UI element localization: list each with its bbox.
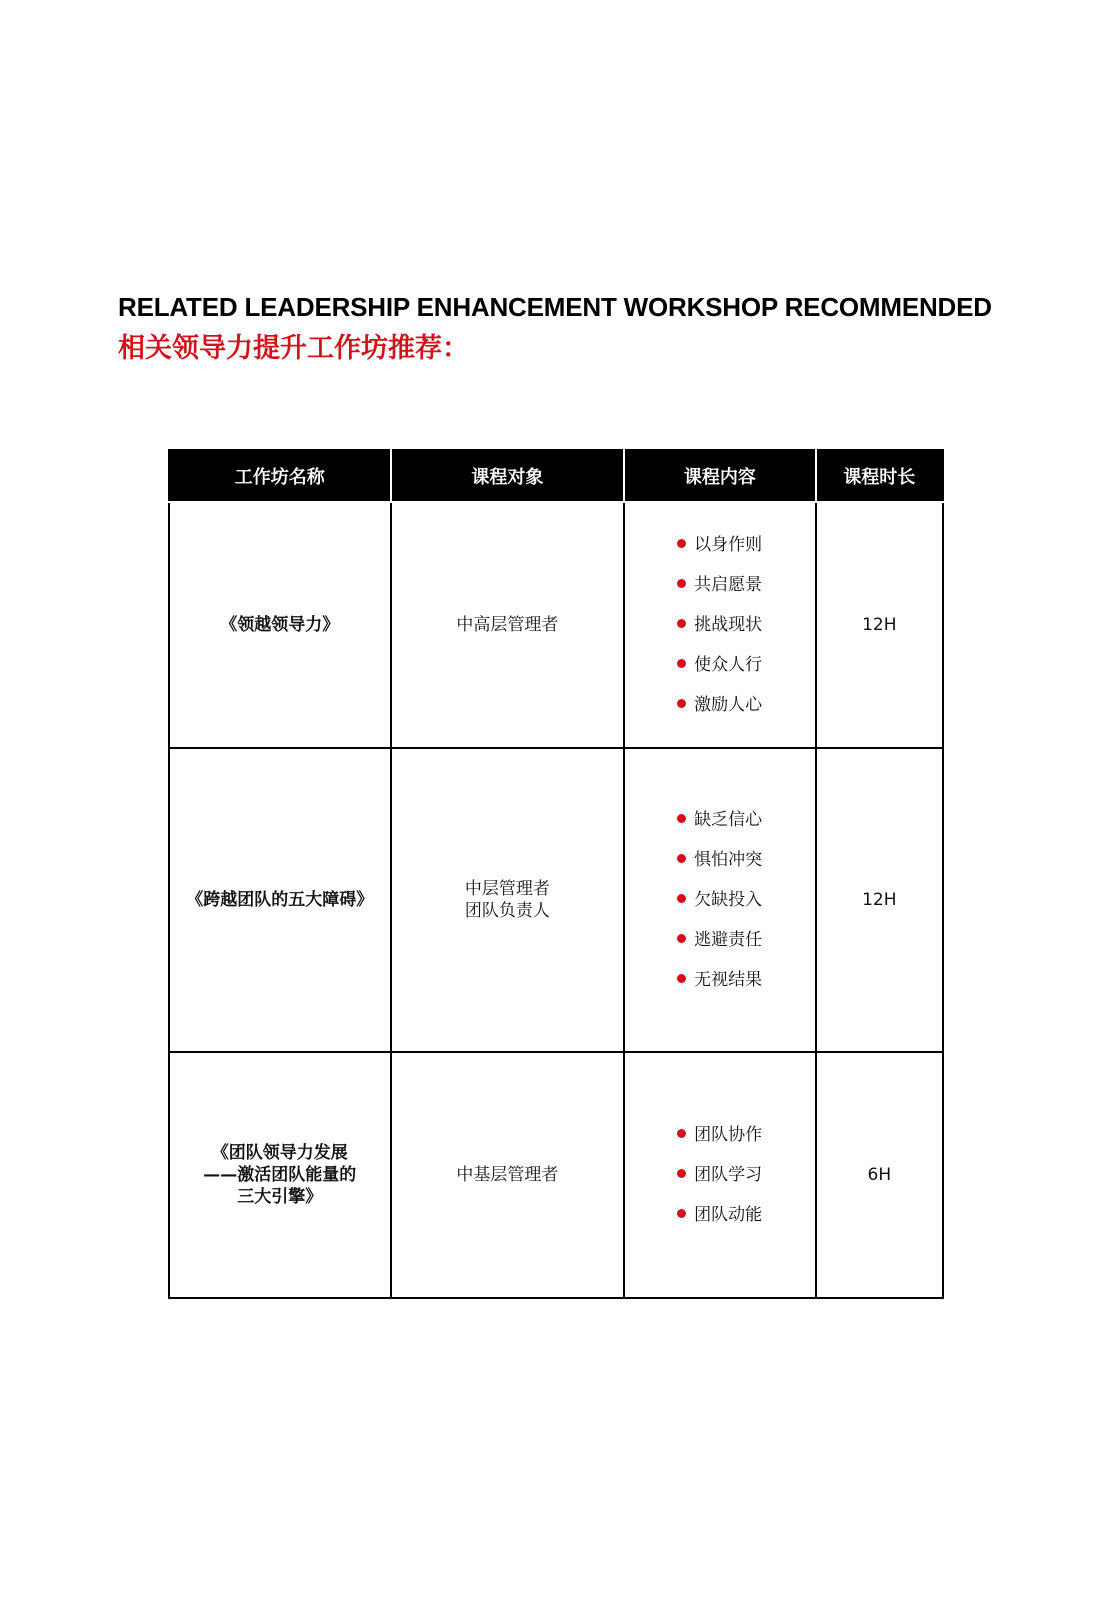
content-item-label: 逃避责任 bbox=[694, 930, 763, 950]
list-item bbox=[677, 880, 814, 920]
workshop-duration: 12H bbox=[816, 502, 943, 748]
content-item-label: 无视结果 bbox=[694, 970, 763, 990]
bullet-dot-icon bbox=[677, 814, 686, 823]
bullet-dot-icon bbox=[677, 619, 686, 628]
bullet-dot-icon bbox=[677, 659, 686, 668]
workshop-target: 中层管理者 团队负责人 bbox=[391, 748, 625, 1052]
workshop-content bbox=[624, 502, 815, 748]
workshop-table bbox=[168, 449, 944, 1299]
table-row bbox=[169, 502, 943, 748]
content-list bbox=[625, 800, 814, 1000]
list-item bbox=[677, 800, 814, 840]
header-name: 工作坊名称 bbox=[169, 450, 391, 502]
bullet-dot-icon bbox=[677, 579, 686, 588]
page-title-chinese: 相关领导力提升工作坊推荐： bbox=[118, 333, 469, 364]
content-item-label: 团队动能 bbox=[694, 1205, 763, 1225]
list-item bbox=[677, 1115, 814, 1155]
content-item-label: 以身作则 bbox=[694, 535, 763, 555]
content-item-label: 惧怕冲突 bbox=[694, 850, 763, 870]
list-item bbox=[677, 685, 814, 725]
content-item-label: 挑战现状 bbox=[694, 615, 763, 635]
content-item-label: 团队学习 bbox=[694, 1165, 763, 1185]
list-item bbox=[677, 960, 814, 1000]
header-duration: 课程时长 bbox=[816, 450, 943, 502]
workshop-name: 《团队领导力发展 ——激活团队能量的 三大引擎》 bbox=[169, 1052, 391, 1298]
workshop-content bbox=[624, 1052, 815, 1298]
content-item-label: 缺乏信心 bbox=[694, 810, 763, 830]
page-title-english: RELATED LEADERSHIP ENHANCEMENT WORKSHOP RECOMMENDED bbox=[118, 292, 992, 322]
header-target: 课程对象 bbox=[391, 450, 625, 502]
workshop-name: 《领越领导力》 bbox=[169, 502, 391, 748]
bullet-dot-icon bbox=[677, 854, 686, 863]
bullet-dot-icon bbox=[677, 539, 686, 548]
bullet-dot-icon bbox=[677, 1129, 686, 1138]
header-content: 课程内容 bbox=[624, 450, 815, 502]
bullet-dot-icon bbox=[677, 1169, 686, 1178]
list-item bbox=[677, 840, 814, 880]
workshop-target: 中基层管理者 bbox=[391, 1052, 625, 1298]
list-item bbox=[677, 1155, 814, 1195]
list-item bbox=[677, 1195, 814, 1235]
list-item bbox=[677, 645, 814, 685]
bullet-dot-icon bbox=[677, 974, 686, 983]
workshop-duration: 6H bbox=[816, 1052, 943, 1298]
content-item-label: 欠缺投入 bbox=[694, 890, 763, 910]
workshop-name: 《跨越团队的五大障碍》 bbox=[169, 748, 391, 1052]
workshop-target: 中高层管理者 bbox=[391, 502, 625, 748]
bullet-dot-icon bbox=[677, 1209, 686, 1218]
table-row bbox=[169, 748, 943, 1052]
content-item-label: 激励人心 bbox=[694, 695, 763, 715]
content-item-label: 团队协作 bbox=[694, 1125, 763, 1145]
list-item bbox=[677, 605, 814, 645]
table-header-row bbox=[169, 450, 943, 502]
workshop-duration: 12H bbox=[816, 748, 943, 1052]
bullet-dot-icon bbox=[677, 699, 686, 708]
list-item bbox=[677, 565, 814, 605]
list-item bbox=[677, 525, 814, 565]
content-item-label: 使众人行 bbox=[694, 655, 763, 675]
list-item bbox=[677, 920, 814, 960]
content-list bbox=[625, 525, 814, 725]
content-list bbox=[625, 1115, 814, 1235]
bullet-dot-icon bbox=[677, 894, 686, 903]
content-item-label: 共启愿景 bbox=[694, 575, 763, 595]
table-row bbox=[169, 1052, 943, 1298]
bullet-dot-icon bbox=[677, 934, 686, 943]
workshop-content bbox=[624, 748, 815, 1052]
